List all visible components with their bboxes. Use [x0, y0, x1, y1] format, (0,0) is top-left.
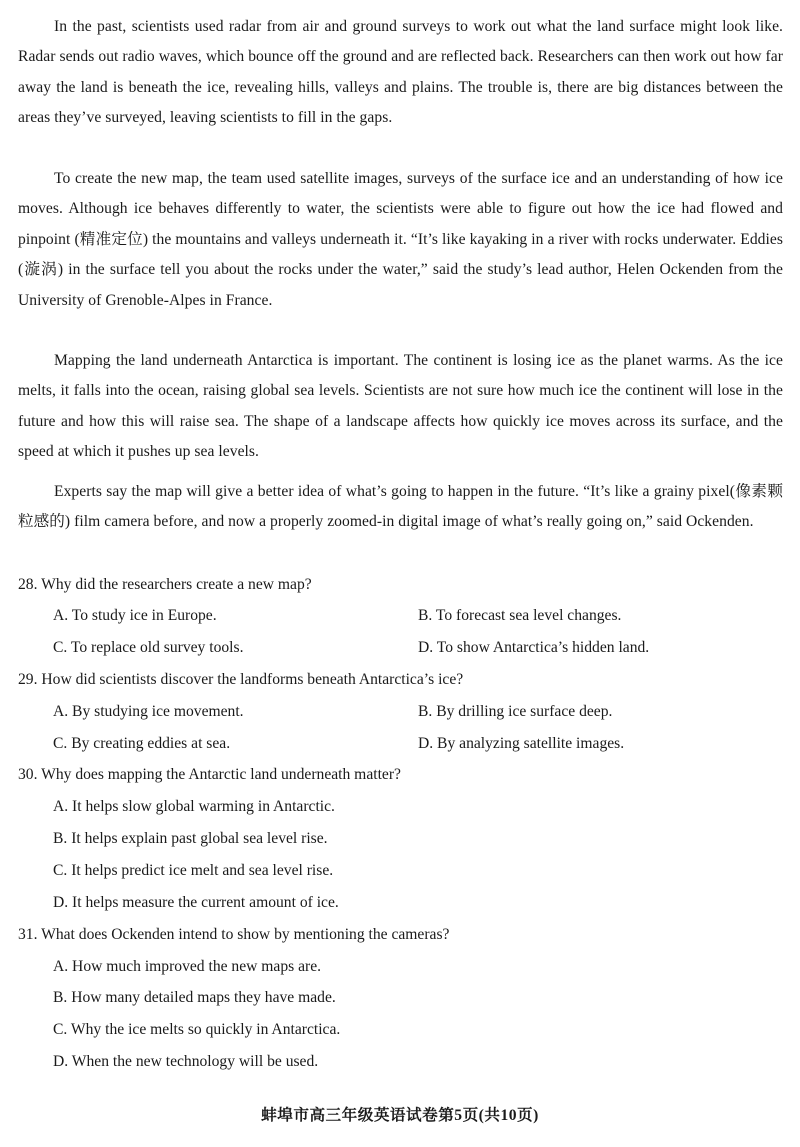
passage-paragraph-2: To create the new map, the team used satellite images, surveys of the surface ice and an understanding of how ice moves. Although ice behaves differently to water, the scientists were able to figure out how the ice had flowed and pinpoint (精准定位) the mountains and valleys underneath it. “It’s like kayaking in a river with rocks underwater. Eddies (漩涡) in the surface tell you about the rocks under the water,” said the study’s lead author, Helen Ockenden from the University of Grenoble-Alpes in France.: [18, 170, 783, 309]
question-31-option-b: B. How many detailed maps they have made.: [53, 989, 336, 1006]
question-29-option-d: D. By analyzing satellite images.: [418, 735, 625, 752]
question-30-option-d: D. It helps measure the current amount of ice.: [53, 894, 339, 911]
question-31-option-c: C. Why the ice melts so quickly in Antarctica.: [53, 1021, 341, 1038]
question-29-option-c: C. By creating eddies at sea.: [53, 735, 231, 752]
question-28-option-a: A. To study ice in Europe.: [53, 607, 217, 624]
page-footer: 蚌埠市高三年级英语试卷第5页(共10页): [261, 1107, 539, 1124]
question-31-stem: 31. What does Ockenden intend to show by mentioning the cameras?: [18, 926, 450, 943]
passage-paragraph-3: Mapping the land underneath Antarctica is important. The continent is losing ice as the planet warms. As the ice melts, it falls into the ocean, raising global sea levels. Scientists are not sure how much ice the continent will lose in the future and how this will raise sea. The shape of a landscape affects how quickly ice moves across its surface, and the speed at which it pushes up sea levels.: [18, 352, 783, 461]
question-28-option-d: D. To show Antarctica’s hidden land.: [418, 639, 650, 656]
question-30-option-b: B. It helps explain past global sea level rise.: [53, 830, 328, 847]
question-30-stem: 30. Why does mapping the Antarctic land underneath matter?: [18, 766, 401, 783]
question-28-option-b: B. To forecast sea level changes.: [418, 607, 622, 624]
question-30-option-a: A. It helps slow global warming in Antarctic.: [53, 798, 335, 815]
question-29-option-a: A. By studying ice movement.: [53, 703, 244, 720]
question-28-stem: 28. Why did the researchers create a new map?: [18, 576, 312, 593]
question-30-option-c: C. It helps predict ice melt and sea level rise.: [53, 862, 334, 879]
question-29-option-b: B. By drilling ice surface deep.: [418, 703, 613, 720]
question-29-stem: 29. How did scientists discover the landforms beneath Antarctica’s ice?: [18, 671, 464, 688]
passage-paragraph-1: In the past, scientists used radar from air and ground surveys to work out what the land surface might look like. Radar sends out radio waves, which bounce off the ground and are reflected back. Researchers can then work out how far away the land is beneath the ice, revealing hills, valleys and plains. The trouble is, there are big distances between the areas they’ve surveyed, leaving scientists to fill in the gaps.: [18, 18, 783, 127]
passage-paragraph-4: Experts say the map will give a better idea of what’s going to happen in the future. “It’s like a grainy pixel(像素颗粒感的) film camera before, and now a properly zoomed-in digital image of what’s really going on,” said Ockenden.: [18, 483, 783, 531]
question-31-option-d: D. When the new technology will be used.: [53, 1053, 319, 1070]
question-28-option-c: C. To replace old survey tools.: [53, 639, 244, 656]
question-31-option-a: A. How much improved the new maps are.: [53, 958, 322, 975]
